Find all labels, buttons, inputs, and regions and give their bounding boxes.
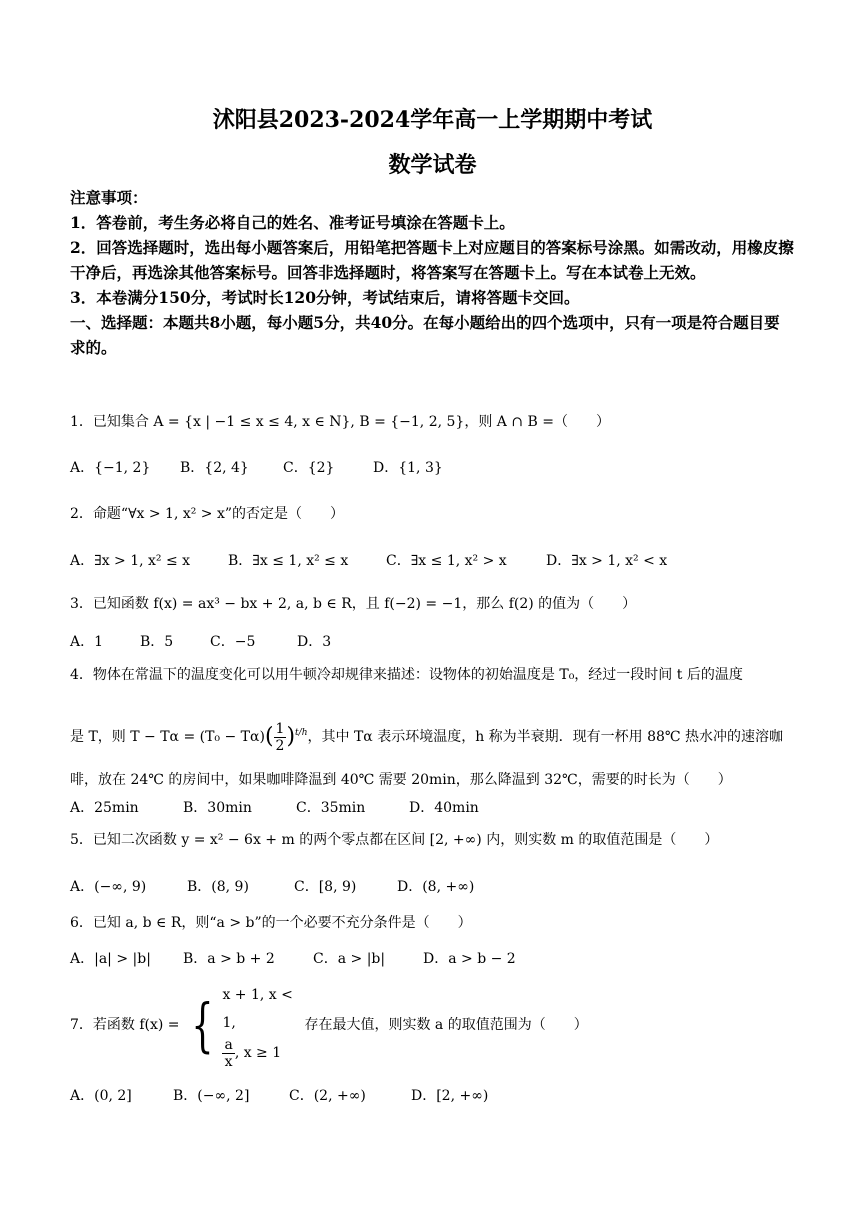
option-a: A．(0, 2] bbox=[70, 1088, 132, 1104]
case-2-denominator: x bbox=[224, 1053, 233, 1070]
question-3-stem: 3．已知函数 f(x) = ax³ − bx + 2, a, b ∈ R，且 f(−2) = −1，那么 f(2) 的值为（ ） bbox=[70, 596, 637, 612]
option-c: C．a > |b| bbox=[313, 951, 386, 967]
question-4-formula-right: ，其中 Tα 表示环境温度，h 称为半衰期．现有一杯用 88℃ 热水冲的速溶咖 bbox=[307, 729, 784, 745]
option-c: C．−5 bbox=[210, 634, 256, 650]
option-b: B．{2, 4} bbox=[180, 460, 249, 476]
case-2-fraction bbox=[222, 1037, 234, 1070]
case-1: x + 1, x < 1, bbox=[222, 986, 293, 1031]
question-5-stem: 5．已知二次函数 y = x² − 6x + m 的两个零点都在区间 [2, +∞) 内，则实数 m 的取值范围是（ ） bbox=[70, 832, 719, 848]
option-b: B．5 bbox=[140, 634, 174, 650]
option-c: C．∃x ≤ 1, x² > x bbox=[386, 553, 507, 569]
question-5-options bbox=[70, 876, 795, 896]
option-d: D．[2, +∞) bbox=[411, 1088, 489, 1104]
option-d: D．∃x > 1, x² < x bbox=[546, 553, 668, 569]
option-c: C．{2} bbox=[283, 460, 335, 476]
note-item: 2．回答选择题时，选出每小题答案后，用铅笔把答题卡上对应题目的答案标号涂黑。如需改动，用橡皮擦干净后，再选涂其他答案标号。回答非选择题时，将答案写在答题卡上。写在本试卷上无效。 bbox=[70, 238, 794, 282]
option-a: A．{−1, 2} bbox=[70, 460, 151, 476]
question-4-formula-left: 是 T，则 T − Tα = (T₀ − Tα) bbox=[70, 729, 265, 745]
question-7-options bbox=[70, 1085, 795, 1105]
question-7-stem-left: 7．若函数 f(x) = bbox=[70, 1017, 180, 1033]
case-2-condition: , x ≥ 1 bbox=[234, 1045, 282, 1061]
option-b: B．∃x ≤ 1, x² ≤ x bbox=[228, 553, 349, 569]
question-1-stem: 1．已知集合 A = {x | −1 ≤ x ≤ 4, x ∈ N}, B = {−1, 2, 5}，则 A ∩ B =（ ） bbox=[70, 414, 610, 430]
exam-title: 沭阳县2023-2024学年高一上学期期中考试 bbox=[212, 107, 653, 133]
option-c: C．[8, 9) bbox=[294, 879, 357, 895]
option-d: D．40min bbox=[409, 800, 479, 816]
option-d: D．(8, +∞) bbox=[397, 879, 475, 895]
piecewise-brace: { bbox=[190, 991, 214, 1059]
question-4-stem-line3: 啡，放在 24℃ 的房间中，如果咖啡降温到 40℃ 需要 20min，那么降温到 32℃，需要的时长为（ ） bbox=[70, 772, 732, 788]
fraction-denominator: 2 bbox=[275, 737, 285, 754]
question-7-stem-right: 存在最大值，则实数 a 的取值范围为（ ） bbox=[304, 1017, 588, 1033]
option-d: D．{1, 3} bbox=[373, 460, 443, 476]
piecewise-cases bbox=[222, 981, 300, 1070]
option-a: A．1 bbox=[70, 634, 104, 650]
paren-open: ( bbox=[264, 724, 274, 749]
exponent: t/h bbox=[295, 728, 308, 738]
option-c: C．(2, +∞) bbox=[289, 1088, 366, 1104]
question-2-options bbox=[70, 550, 795, 570]
question-6-stem: 6．已知 a, b ∈ R，则“a > b”的一个必要不充分条件是（ ） bbox=[70, 915, 472, 931]
option-a: A．25min bbox=[70, 800, 139, 816]
exam-subtitle: 数学试卷 bbox=[388, 152, 477, 178]
option-b: B．(−∞, 2] bbox=[173, 1088, 250, 1104]
section-heading: 一、选择题：本题共8小题，每小题5分，共40分。在每小题给出的四个选项中，只有一项是符合题目要求的。 bbox=[70, 313, 780, 357]
case-2 bbox=[222, 1037, 300, 1070]
note-item: 1．答卷前，考生务必将自己的姓名、准考证号填涂在答题卡上。 bbox=[70, 213, 515, 232]
question-4-options bbox=[70, 797, 795, 817]
option-b: B．30min bbox=[183, 800, 252, 816]
option-a: A．|a| > |b| bbox=[70, 951, 151, 967]
case-2-numerator: a bbox=[224, 1036, 233, 1053]
option-c: C．35min bbox=[296, 800, 366, 816]
option-d: D．a > b − 2 bbox=[423, 951, 516, 967]
note-item: 3．本卷满分150分，考试时长120分钟，考试结束后，请将答题卡交回。 bbox=[70, 288, 580, 307]
question-6-options bbox=[70, 948, 795, 968]
fraction-half bbox=[274, 721, 287, 754]
option-b: B．(8, 9) bbox=[187, 879, 249, 895]
option-a: A．∃x > 1, x² ≤ x bbox=[70, 553, 191, 569]
fraction-numerator: 1 bbox=[275, 720, 285, 737]
notes-block bbox=[70, 185, 795, 360]
option-b: B．a > b + 2 bbox=[183, 951, 275, 967]
question-4-stem-line2 bbox=[70, 718, 800, 756]
option-d: D．3 bbox=[297, 634, 332, 650]
notes-heading: 注意事项： bbox=[70, 188, 148, 207]
question-1-options bbox=[70, 457, 795, 477]
paren-close: ) bbox=[286, 724, 296, 749]
question-2-stem: 2．命题“∀x > 1, x² > x”的否定是（ ） bbox=[70, 506, 345, 522]
question-7-stem bbox=[70, 986, 800, 1070]
question-3-options bbox=[70, 631, 795, 651]
option-a: A．(−∞, 9) bbox=[70, 879, 147, 895]
question-4-stem-line1: 4．物体在常温下的温度变化可以用牛顿冷却规律来描述：设物体的初始温度是 T₀，经过一段时间 t 后的温度 bbox=[70, 667, 743, 683]
